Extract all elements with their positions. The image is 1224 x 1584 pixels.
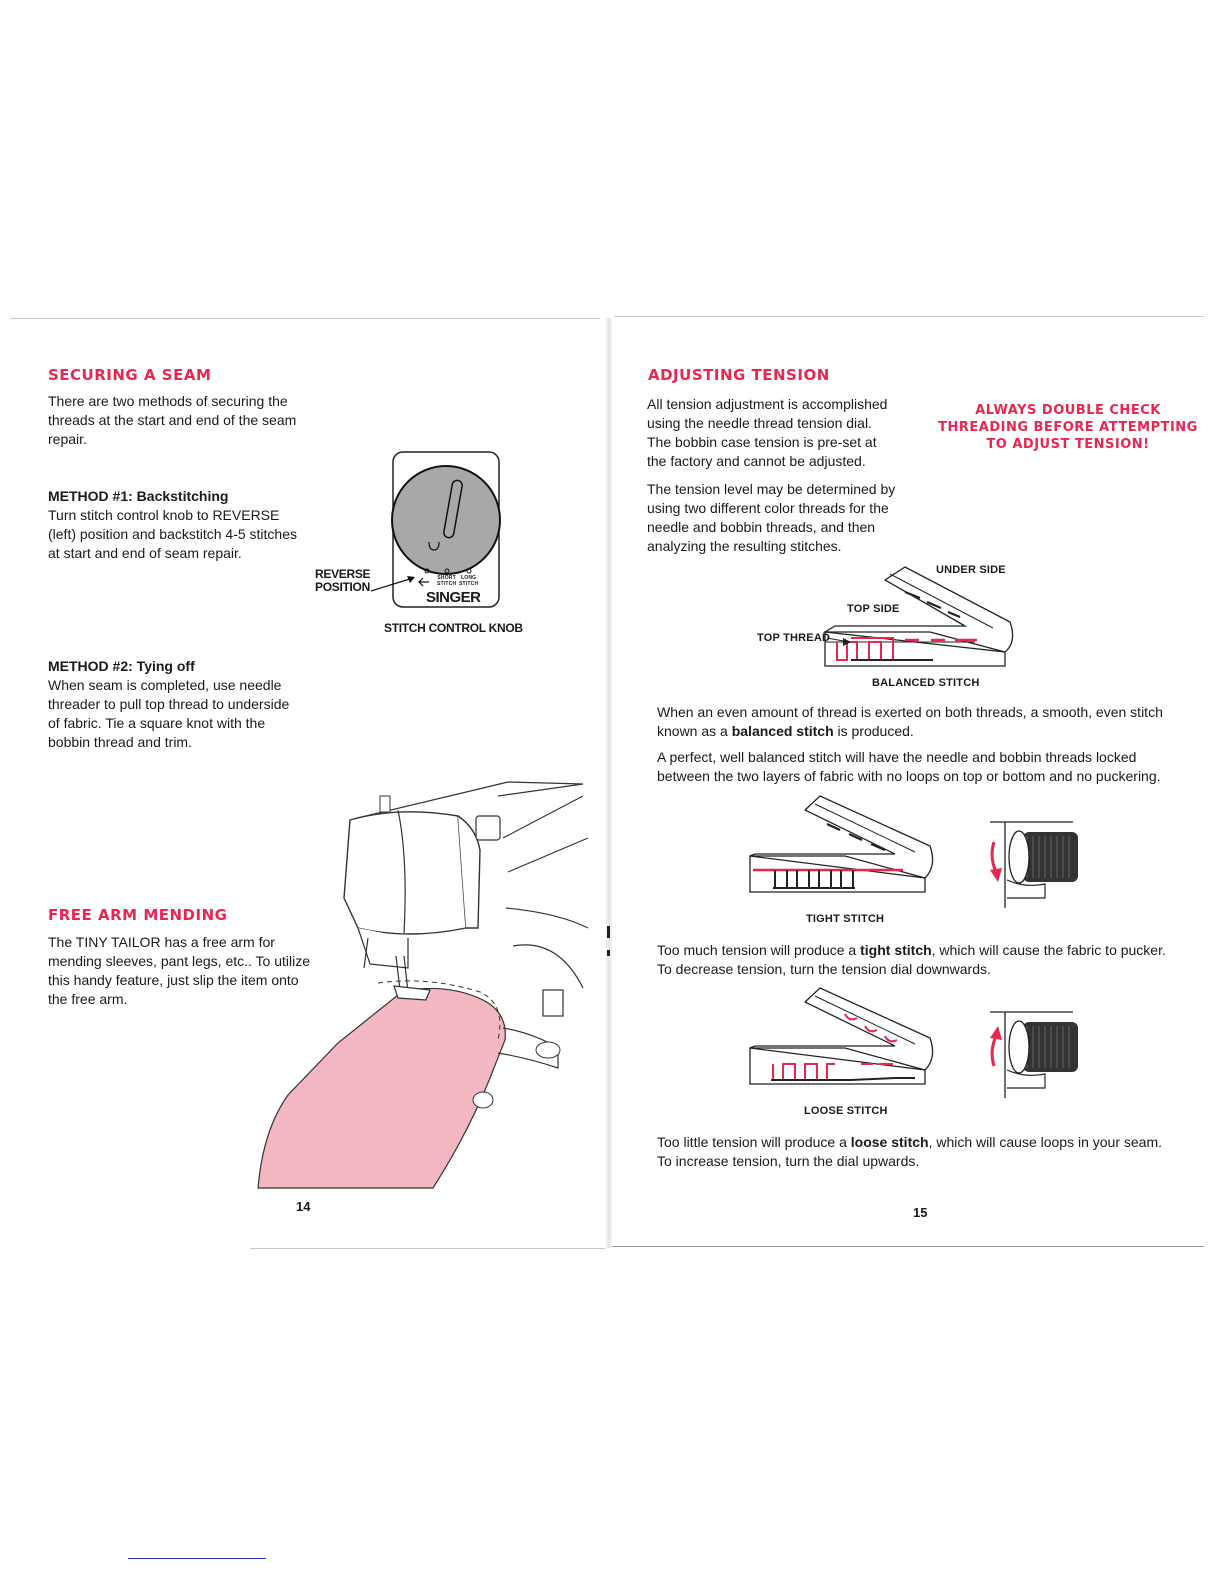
tight-stitch-diagram xyxy=(745,796,945,906)
loose-stitch-caption: LOOSE STITCH xyxy=(804,1105,888,1117)
securing-seam-title: SECURING A SEAM xyxy=(48,366,212,384)
free-arm-mending-title: FREE ARM MENDING xyxy=(48,906,228,924)
right-page-top-edge xyxy=(614,316,1204,317)
method1-title: METHOD #1: Backstitching xyxy=(48,488,229,504)
loose-stitch-diagram xyxy=(745,986,945,1096)
loose-stitch-text: Too little tension will produce a loose stitch, which will cause loops in your seam. xyxy=(657,1134,1163,1150)
free-arm-text: The TINY TAILOR has a free arm for mending sleeves, pant legs, etc.. To utilize this handy feature, just slip the item onto the free arm. xyxy=(48,934,311,1007)
page-number-right: 15 xyxy=(913,1205,928,1220)
method1-text: Turn stitch control knob to REVERSE (left) position and backstitch 4-5 stitches at start and end of seam repair. xyxy=(48,507,298,561)
left-page-top-edge xyxy=(10,318,600,319)
securing-intro: There are two methods of securing the threads at the start and end of the seam repair. xyxy=(48,393,297,447)
increase-tension-text: To increase tension, turn the dial upwards. xyxy=(657,1153,920,1169)
adjusting-tension-title: ADJUSTING TENSION xyxy=(648,366,830,384)
tension-dial-down-illustration xyxy=(985,818,1085,913)
knob-short-label: SHORT STITCH xyxy=(437,575,457,587)
balanced-stitch-caption: BALANCED STITCH xyxy=(872,677,980,689)
tight-stitch-caption: TIGHT STITCH xyxy=(806,913,885,925)
top-thread-label: TOP THREAD xyxy=(757,632,831,644)
tension-level-text: The tension level may be determined by using two different color threads for the needle and bobbin threads, and then analyzing the resulting stitches. xyxy=(647,481,896,554)
knob-long-label: LONG STITCH xyxy=(459,575,479,587)
method2-title: METHOD #2: Tying off xyxy=(48,658,195,674)
tension-intro: All tension adjustment is accomplished using the needle thread tension dial. The bobbin case tension is pre-set at the factory and cannot be adjusted. xyxy=(647,396,888,469)
threading-warning: ALWAYS DOUBLE CHECK THREADING BEFORE ATTEMPTING TO ADJUST TENSION! xyxy=(938,403,1198,452)
right-page-bottom-edge xyxy=(612,1246,1204,1247)
singer-brand: SINGER xyxy=(426,589,481,606)
perfect-stitch-text: A perfect, well balanced stitch will have the needle and bobbin threads locked between the two layers of fabric with no loops on top or bottom and no puckering. xyxy=(657,749,1161,784)
decrease-tension-text: To decrease tension, turn the tension dial downwards. xyxy=(657,961,991,977)
page-number-left: 14 xyxy=(296,1199,311,1214)
top-side-label: TOP SIDE xyxy=(847,603,900,615)
left-page-bottom-edge xyxy=(250,1248,605,1249)
reverse-position-label: REVERSE POSITION xyxy=(315,567,371,594)
under-side-label: UNDER SIDE xyxy=(936,564,1006,576)
tension-dial-up-illustration xyxy=(985,1008,1085,1103)
balanced-stitch-diagram xyxy=(755,562,1025,682)
gutter-mark xyxy=(607,926,610,938)
stitch-control-knob-caption: STITCH CONTROL KNOB xyxy=(384,621,523,635)
page-gutter xyxy=(606,318,612,1248)
bottom-link-rule xyxy=(128,1558,266,1559)
tight-stitch-text: Too much tension will produce a tight stitch, which will cause the fabric to pucker. xyxy=(657,942,1166,958)
balanced-stitch-text: When an even amount of thread is exerted on both threads, a smooth, even stitch known as a balanced stitch is produced. xyxy=(657,704,1163,739)
method2-text: When seam is completed, use needle threader to pull top thread to underside of fabric. Tie a square knot with the bobbin thread and trim. xyxy=(48,677,290,750)
gutter-mark xyxy=(607,950,610,956)
